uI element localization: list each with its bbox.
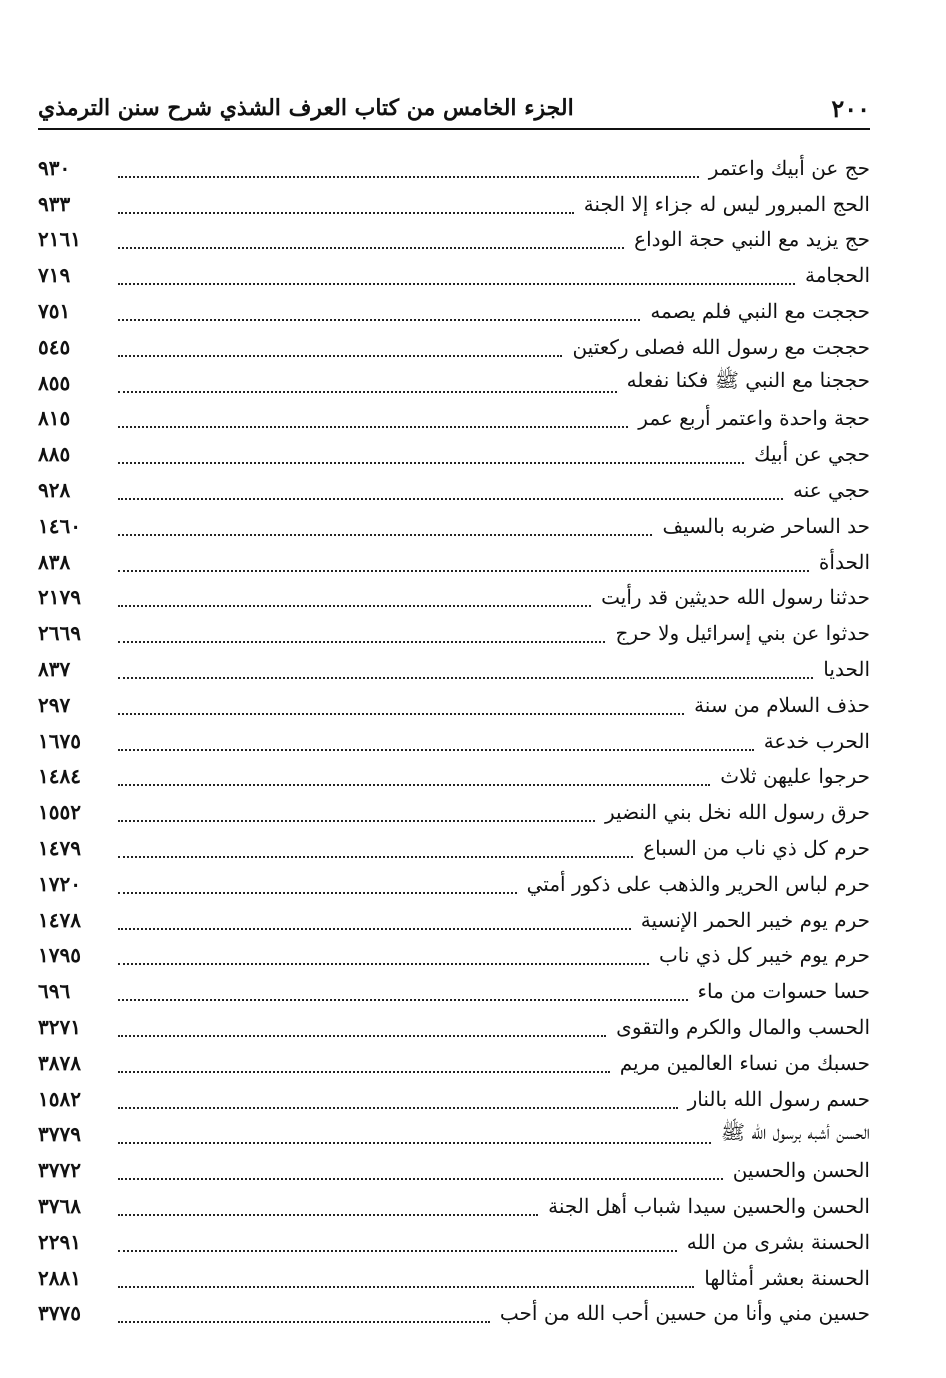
entry-page-number: ٣٧٦٨ — [38, 1194, 81, 1218]
entry-page-number: ٨٥٥ — [38, 370, 71, 395]
dot-leader — [118, 657, 813, 679]
dot-leader — [118, 621, 605, 643]
index-entry — [38, 866, 870, 902]
dot-leader — [118, 156, 699, 178]
dot-leader — [118, 908, 631, 930]
index-entry — [38, 759, 870, 795]
index-entry — [38, 1117, 870, 1153]
entry-page-number: ٣٢٧١ — [38, 1015, 81, 1040]
index-entry — [38, 580, 870, 616]
entry-title: الحج المبرور ليس له جزاء إلا الجنة — [583, 191, 870, 216]
entry-title: حسا حسوات من ماء — [697, 979, 870, 1004]
entry-title: حج يزيد مع النبي حجة الوداع — [634, 227, 870, 252]
dot-leader — [118, 1122, 711, 1144]
entry-title: حججت مع النبي فلم يصمه — [650, 299, 870, 324]
dot-leader — [118, 764, 710, 786]
entry-page-number: ٢١٦١ — [38, 227, 81, 252]
index-entry — [38, 293, 870, 329]
entry-page-number: ٣٧٧٢ — [38, 1158, 81, 1183]
dot-leader — [118, 1158, 723, 1180]
entry-title: حسم رسول الله بالنار — [687, 1086, 870, 1111]
index-entry — [38, 1188, 870, 1224]
dot-leader — [118, 550, 809, 572]
entry-page-number: ١٥٥٢ — [38, 800, 81, 825]
entry-page-number: ١٥٨٢ — [38, 1086, 81, 1111]
dot-leader — [118, 1194, 538, 1216]
entry-title: حج عن أبيك واعتمر — [708, 155, 870, 180]
entry-title: حرم كل ذي ناب من السباع — [643, 836, 870, 861]
entry-title: حدثوا عن بني إسرائيل ولا حرج — [615, 621, 870, 646]
dot-leader — [118, 1051, 610, 1073]
dot-leader — [118, 693, 684, 715]
index-entry — [38, 150, 870, 186]
entry-page-number: ٦٩٦ — [38, 979, 71, 1004]
dot-leader — [118, 263, 795, 285]
entry-title: حدثنا رسول الله حديثين قد رأيت — [601, 585, 870, 610]
entry-title: الحسن والحسين — [732, 1158, 870, 1183]
entry-page-number: ٢٩٧ — [38, 692, 71, 717]
entry-title: الحسن والحسين سيدا شباب أهل الجنة — [548, 1194, 870, 1218]
dot-leader — [118, 800, 595, 822]
entry-title: الحديا — [823, 657, 870, 682]
index-entry — [38, 615, 870, 651]
entry-title: الحدأة — [818, 549, 870, 574]
entry-page-number: ٧٥١ — [38, 299, 71, 324]
entry-page-number: ١٧٩٥ — [38, 943, 81, 968]
entry-title: حجي عن أبيك — [754, 442, 870, 467]
entry-title: الحسن أشبه برسول الله ﷺ — [720, 1119, 870, 1144]
entry-page-number: ٢٨٨١ — [38, 1265, 81, 1290]
dot-leader — [118, 1266, 694, 1288]
index-entry — [38, 1081, 870, 1117]
entry-title: حرم يوم خيبر الحمر الإنسية — [640, 907, 870, 932]
entry-page-number: ١٤٨٤ — [38, 764, 81, 789]
index-entry — [38, 794, 870, 830]
entry-page-number: ١٤٦٠ — [38, 513, 81, 538]
index-entry — [38, 186, 870, 222]
entry-title: الحسب والمال والكرم والتقوى — [616, 1015, 870, 1040]
entry-title: حسين مني وأنا من حسين أحب الله من أحب — [499, 1301, 870, 1326]
entry-page-number: ٣٨٧٨ — [38, 1050, 81, 1075]
entry-title: الحسنة بشرى من الله — [686, 1229, 870, 1254]
index-entry — [38, 723, 870, 759]
index-entry — [38, 1009, 870, 1045]
index-entry — [38, 973, 870, 1009]
dot-leader — [118, 227, 624, 249]
index-entry — [38, 830, 870, 866]
index-list — [38, 150, 870, 1331]
dot-leader — [118, 371, 617, 393]
dot-leader — [118, 299, 640, 321]
index-entry — [38, 508, 870, 544]
index-entry — [38, 401, 870, 437]
entry-page-number: ٩٢٨ — [38, 478, 71, 503]
entry-page-number: ٨٣٧ — [38, 657, 71, 682]
entry-page-number: ١٦٧٥ — [38, 728, 81, 753]
entry-title: حججنا مع النبي ﷺ فكنا نفعله — [626, 368, 870, 393]
dot-leader — [118, 1087, 678, 1109]
index-entry — [38, 257, 870, 293]
entry-page-number: ٨٨٥ — [38, 442, 71, 467]
dot-leader — [118, 1301, 490, 1323]
index-entry — [38, 651, 870, 687]
entry-page-number: ٢١٧٩ — [38, 585, 81, 610]
dot-leader — [118, 442, 744, 464]
dot-leader — [118, 979, 688, 1001]
index-entry — [38, 687, 870, 723]
running-title: الجزء الخامس من كتاب العرف الشذي شرح سنن الترمذي — [38, 95, 574, 121]
entry-page-number: ٨٣٨ — [38, 549, 71, 574]
entry-page-number: ٩٣٠ — [38, 155, 71, 180]
entry-page-number: ٣٧٧٩ — [38, 1122, 81, 1147]
index-entry — [38, 222, 870, 258]
index-entry — [38, 544, 870, 580]
dot-leader — [118, 478, 783, 500]
page-number: ٢٠٠ — [831, 93, 870, 123]
entry-page-number: ١٧٢٠ — [38, 871, 81, 896]
index-entry — [38, 472, 870, 508]
entry-page-number: ١٤٧٨ — [38, 907, 81, 932]
dot-leader — [118, 943, 649, 965]
dot-leader — [118, 836, 633, 858]
page-header — [38, 88, 870, 130]
entry-title: حد الساحر ضربه بالسيف — [662, 513, 870, 538]
entry-title: حرم لباس الحرير والذهب على ذكور أمتي — [526, 871, 870, 896]
entry-title: الحسنة بعشر أمثالها — [704, 1265, 870, 1290]
index-entry — [38, 436, 870, 472]
dot-leader — [118, 406, 628, 428]
entry-title: الحجامة — [805, 263, 870, 288]
entry-page-number: ٢٢٩١ — [38, 1229, 81, 1254]
entry-title: الحرب خدعة — [763, 728, 870, 753]
entry-page-number: ٧١٩ — [38, 263, 71, 288]
index-entry — [38, 1260, 870, 1296]
dot-leader — [118, 192, 574, 214]
index-entry — [38, 1296, 870, 1332]
entry-page-number: ٨١٥ — [38, 406, 71, 431]
index-entry — [38, 1224, 870, 1260]
index-entry — [38, 329, 870, 365]
dot-leader — [118, 729, 754, 751]
dot-leader — [118, 1015, 606, 1037]
index-entry — [38, 1152, 870, 1188]
dot-leader — [118, 585, 591, 607]
dot-leader — [118, 872, 517, 894]
dot-leader — [118, 514, 652, 536]
index-entry — [38, 938, 870, 974]
entry-page-number: ٩٣٣ — [38, 191, 71, 216]
entry-title: حجي عنه — [793, 478, 870, 503]
index-entry — [38, 902, 870, 938]
entry-title: حرجوا عليهن ثلاث — [720, 764, 870, 789]
entry-title: حجة واحدة واعتمر أربع عمر — [638, 406, 870, 431]
entry-page-number: ١٤٧٩ — [38, 836, 81, 861]
dot-leader — [118, 335, 562, 357]
index-entry — [38, 1045, 870, 1081]
entry-title: حرق رسول الله نخل بني النضير — [605, 800, 870, 825]
index-entry — [38, 365, 870, 401]
entry-page-number: ٥٤٥ — [38, 334, 71, 359]
entry-page-number: ٣٧٧٥ — [38, 1301, 81, 1326]
entry-title: حذف السلام من سنة — [694, 692, 870, 717]
entry-page-number: ٢٦٦٩ — [38, 621, 81, 646]
entry-title: حججت مع رسول الله فصلى ركعتين — [572, 334, 870, 359]
dot-leader — [118, 1230, 677, 1252]
entry-title: حرم يوم خيبر كل ذي ناب — [658, 943, 870, 968]
entry-title: حسبك من نساء العالمين مريم — [619, 1050, 870, 1075]
